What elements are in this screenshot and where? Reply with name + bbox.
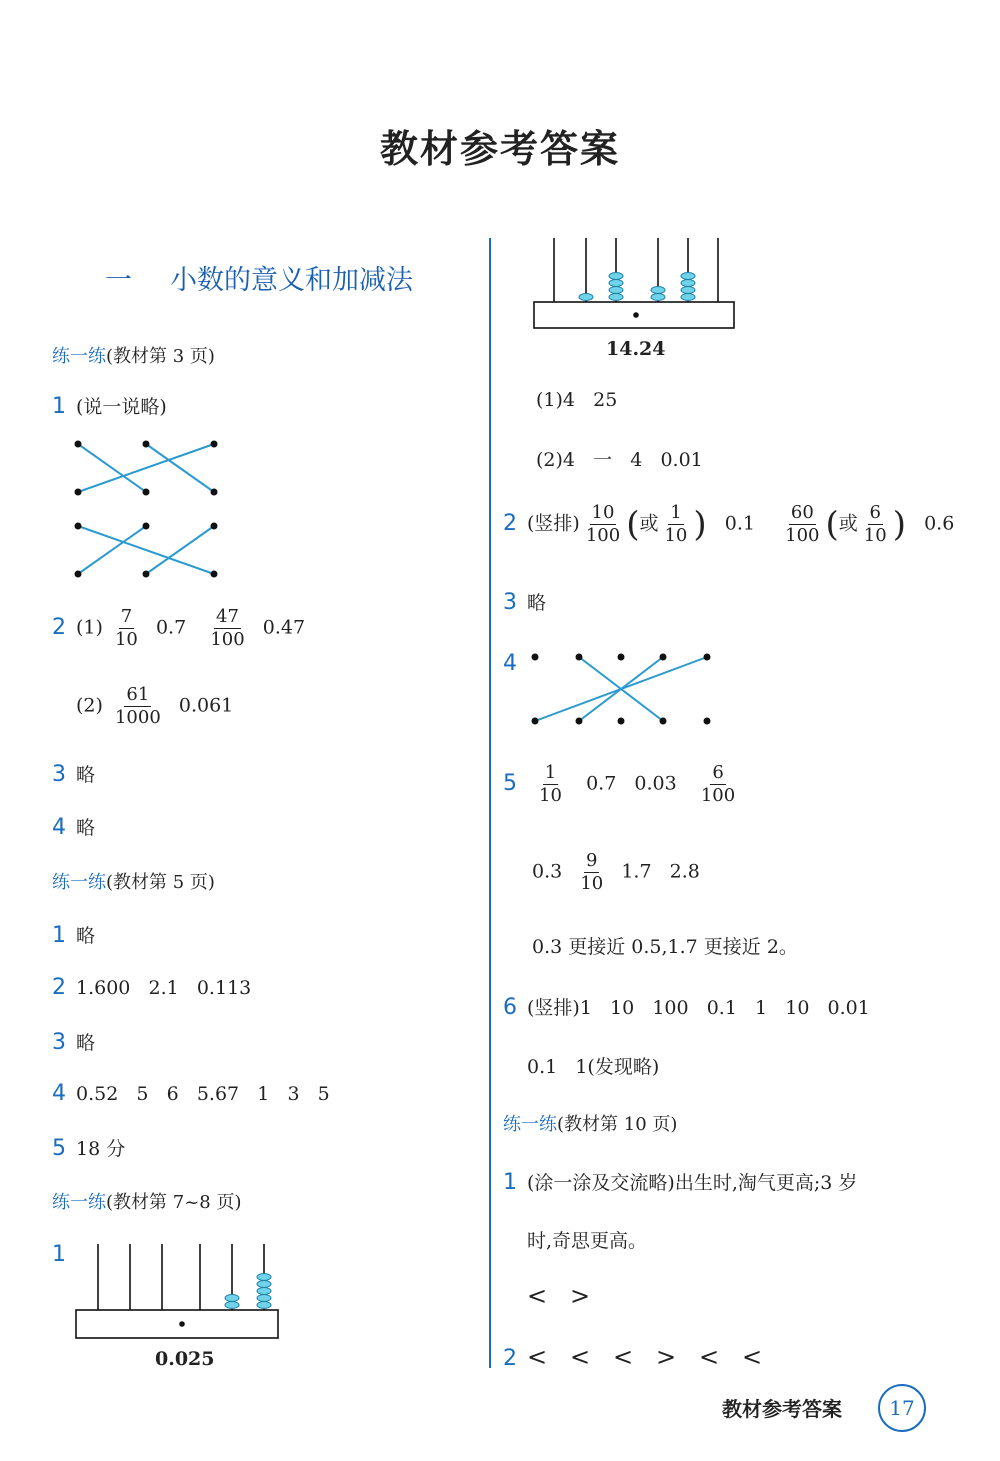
- answer-r3: 3 略: [503, 590, 547, 615]
- page-number: 17: [878, 1384, 926, 1432]
- answer-r5-line1: 5 $\frac{1}{10}$ 0.7 0.03 $\frac{6}{100}$: [503, 762, 736, 806]
- section-heading-p10: 练一练(教材第 10 页): [503, 1114, 678, 1135]
- section-heading-p5: 练一练(教材第 5 页): [52, 872, 215, 893]
- section-heading-p7-8: 练一练(教材第 7~8 页): [52, 1192, 242, 1213]
- answer-s4q2: 2 < < < > < <: [503, 1343, 763, 1371]
- answer-r6a: 6 (竖排)1 10 100 0.1 1 10 0.01: [503, 995, 870, 1020]
- answer-r5-note: 0.3 更接近 0.5,1.7 更接近 2。: [532, 936, 798, 958]
- chapter-number: 一: [105, 265, 132, 296]
- chapter-name: 小数的意义和加减法: [170, 265, 413, 296]
- fraction: $\frac{9}{10}$: [580, 850, 604, 894]
- fraction: $\frac{47}{100}$: [210, 606, 245, 650]
- answer-s1q1: 1 (说一说略): [52, 394, 167, 419]
- answer-s4q1c: < >: [527, 1282, 591, 1310]
- abacus-right-value: 14.24: [606, 338, 666, 360]
- answer-s3q1: 1: [52, 1242, 66, 1267]
- fraction: $\frac{6}{10}$: [863, 502, 887, 546]
- fraction: $\frac{1}{10}$: [664, 502, 688, 546]
- answer-s1q3: 3 略: [52, 762, 96, 787]
- answer-s1q2-2: (2) $\frac{61}{1000}$ 0.061: [76, 684, 234, 728]
- abacus-left-value: 0.025: [155, 1348, 215, 1370]
- answer-s2q4: 4 0.52 5 6 5.67 1 3 5: [52, 1081, 330, 1106]
- answer-s2q1: 1 略: [52, 923, 96, 948]
- fraction: $\frac{10}{100}$: [585, 502, 621, 546]
- column-divider: [489, 238, 491, 1368]
- answer-s1q2-1: 2 (1) $\frac{7}{10}$ 0.7 $\frac{47}{100}$ 0.47: [52, 606, 306, 650]
- answer-r5-line2: 0.3 $\frac{9}{10}$ 1.7 2.8: [532, 850, 700, 894]
- fraction: $\frac{61}{1000}$: [114, 684, 161, 728]
- answer-r1a: (1)4 25: [536, 389, 618, 411]
- fraction: $\frac{7}{10}$: [114, 606, 138, 650]
- answer-r2: 2 (竖排) $\frac{10}{100}$ (或 $\frac{1}{10}$ ) 0.1 $\frac{60}{100}$ (或 $\frac{6}{10}$ ) 0.6: [503, 502, 955, 546]
- answer-s2q3: 3 略: [52, 1030, 96, 1055]
- abacus-right: [532, 236, 742, 336]
- chapter-heading: [105, 258, 413, 297]
- page-title: 教材参考答案: [379, 126, 620, 171]
- fraction: $\frac{60}{100}$: [785, 502, 820, 546]
- section-heading-p3: 练一练(教材第 3 页): [52, 346, 215, 367]
- answer-s1q4: 4 略: [52, 815, 96, 840]
- fraction: $\frac{1}{10}$: [539, 762, 562, 806]
- matching-diagram-1: [60, 430, 240, 590]
- answer-s4q1b: 时,奇思更高。: [527, 1230, 648, 1252]
- fraction: $\frac{6}{100}$: [700, 762, 736, 806]
- answer-r6b: 0.1 1(发现略): [527, 1056, 660, 1078]
- matching-diagram-2: [525, 645, 725, 735]
- footer-label: 教材参考答案: [722, 1397, 842, 1421]
- answer-s4q1a: 1 (涂一涂及交流略)出生时,淘气更高;3 岁: [503, 1170, 858, 1195]
- abacus-left: [74, 1240, 284, 1344]
- answer-r1b: (2)4 一 4 0.01: [536, 449, 703, 471]
- answer-s2q5: 5 18 分: [52, 1136, 126, 1161]
- answer-r4: 4: [503, 651, 517, 676]
- answer-s2q2: 2 1.600 2.1 0.113: [52, 975, 252, 1000]
